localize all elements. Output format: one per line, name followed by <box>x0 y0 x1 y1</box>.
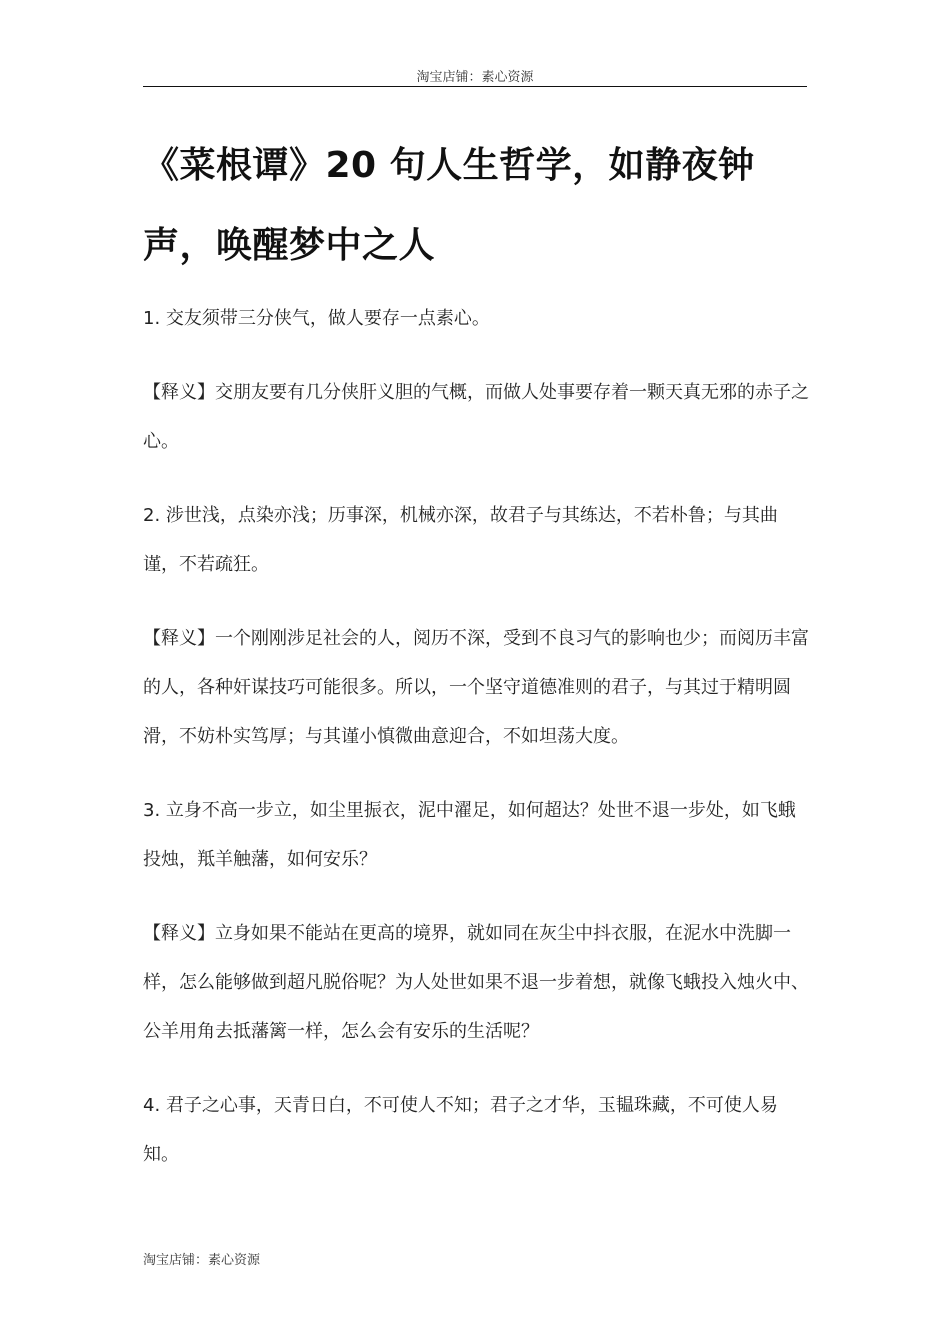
document-body <box>143 294 809 1179</box>
header-divider <box>143 86 807 87</box>
paragraph-explanation-3: 【释义】立身如果不能站在更高的境界，就如同在灰尘中抖衣服，在泥水中洗脚一样，怎么能够做到超凡脱俗呢？为人处世如果不退一步着想，就像飞蛾投入烛火中、公羊用角去抵藩篱一样，怎么会有安乐的生活呢？ <box>143 923 809 1042</box>
paragraph-quote-2: 2. 涉世浅，点染亦浅；历事深，机械亦深，故君子与其练达，不若朴鲁；与其曲谨，不若疏狂。 <box>143 505 778 575</box>
page-header: 淘宝店铺：素心资源 <box>416 70 534 85</box>
paragraph-explanation-2: 【释义】一个刚刚涉足社会的人，阅历不深，受到不良习气的影响也少；而阅历丰富的人，各种奸谋技巧可能很多。所以，一个坚守道德准则的君子，与其过于精明圆滑，不妨朴实笃厚；与其谨小慎微曲意迎合，不如坦荡大度。 <box>143 628 809 747</box>
paragraph-quote-1: 1. 交友须带三分侠气，做人要存一点素心。 <box>143 308 490 329</box>
paragraph-explanation-1: 【释义】交朋友要有几分侠肝义胆的气概，而做人处事要存着一颗天真无邪的赤子之心。 <box>143 382 809 452</box>
page-footer: 淘宝店铺：素心资源 <box>143 1253 261 1268</box>
paragraph-quote-3: 3. 立身不高一步立，如尘里振衣，泥中濯足，如何超达？处世不退一步处，如飞蛾投烛，羝羊触藩，如何安乐？ <box>143 800 796 870</box>
document-title: 《菜根谭》20 句人生哲学，如静夜钟声，唤醒梦中之人 <box>143 145 755 266</box>
paragraph-quote-4: 4. 君子之心事，天青日白，不可使人不知；君子之才华，玉韫珠藏，不可使人易知。 <box>143 1095 778 1165</box>
